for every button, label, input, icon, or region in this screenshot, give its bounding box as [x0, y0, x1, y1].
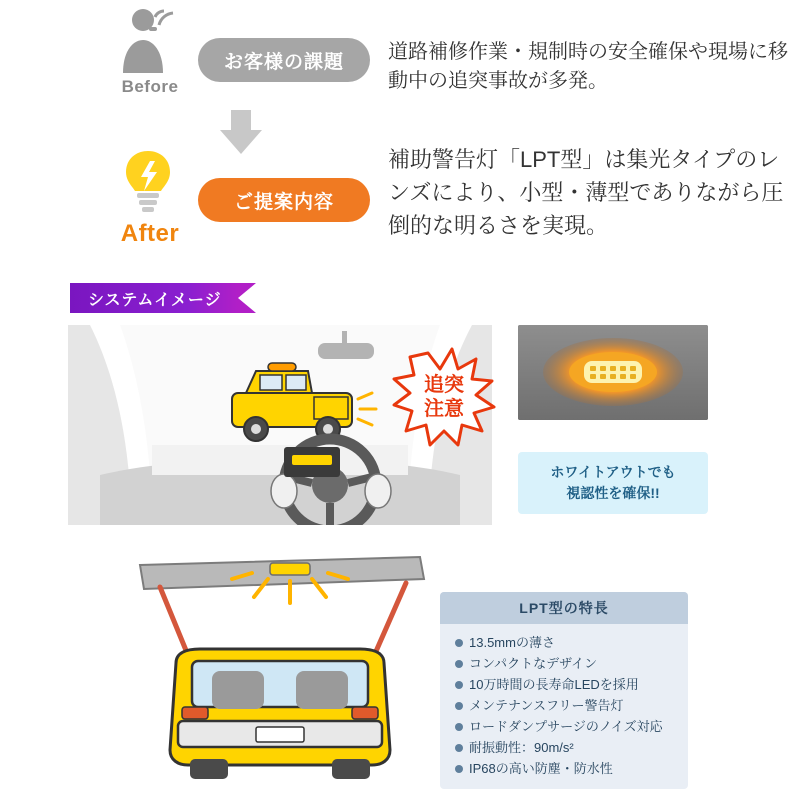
svg-text:注意: 注意: [424, 398, 464, 420]
issue-text: 道路補修作業・規制時の安全確保や現場に移動中の追突事故が多発。: [388, 41, 788, 92]
whiteout-caption: [518, 452, 708, 514]
list-item: メンテナンスフリー警告灯: [454, 695, 678, 716]
driving-scene-illustration: [60, 325, 500, 525]
before-after-column: [95, 5, 205, 260]
banner-tail: [238, 283, 256, 313]
whiteout-caption-line1: ホワイトアウトでも: [550, 464, 676, 480]
proposal-text: 補助警告灯「LPT型」は集光タイプのレンズにより、小型・薄型でありながら圧倒的な明るさを実現。: [388, 147, 784, 238]
list-item: 耐振動性：90m/s²: [454, 737, 678, 758]
list-item: IP68の高い防塵・防水性: [454, 758, 678, 779]
features-panel: [440, 592, 688, 789]
proposal-pill: ご提案内容: [198, 178, 370, 222]
features-title: LPT型の特長: [440, 592, 688, 624]
whiteout-photo: [518, 325, 708, 420]
down-arrow-icon: [218, 110, 264, 154]
list-item: ロードダンプサージのノイズ対応: [454, 716, 678, 737]
before-label: Before: [121, 77, 179, 96]
svg-text:追突: 追突: [424, 374, 464, 396]
features-list: [440, 624, 688, 779]
section-banner: [70, 283, 238, 313]
top-section: [0, 0, 800, 270]
car-rear-illustration: [120, 545, 440, 790]
person-thinking-icon: [109, 7, 189, 75]
list-item: コンパクトなデザイン: [454, 653, 678, 674]
lightbulb-icon: [117, 145, 179, 217]
whiteout-caption-line2: 視認性を確保!!: [566, 485, 660, 501]
after-label: After: [120, 220, 180, 247]
list-item: 10万時間の長寿命LEDを採用: [454, 674, 678, 695]
section-banner-label: システムイメージ: [88, 291, 222, 309]
list-item: 13.5mmの薄さ: [454, 632, 678, 653]
whiteout-photo-image: [518, 325, 708, 420]
issue-pill: お客様の課題: [198, 38, 370, 82]
